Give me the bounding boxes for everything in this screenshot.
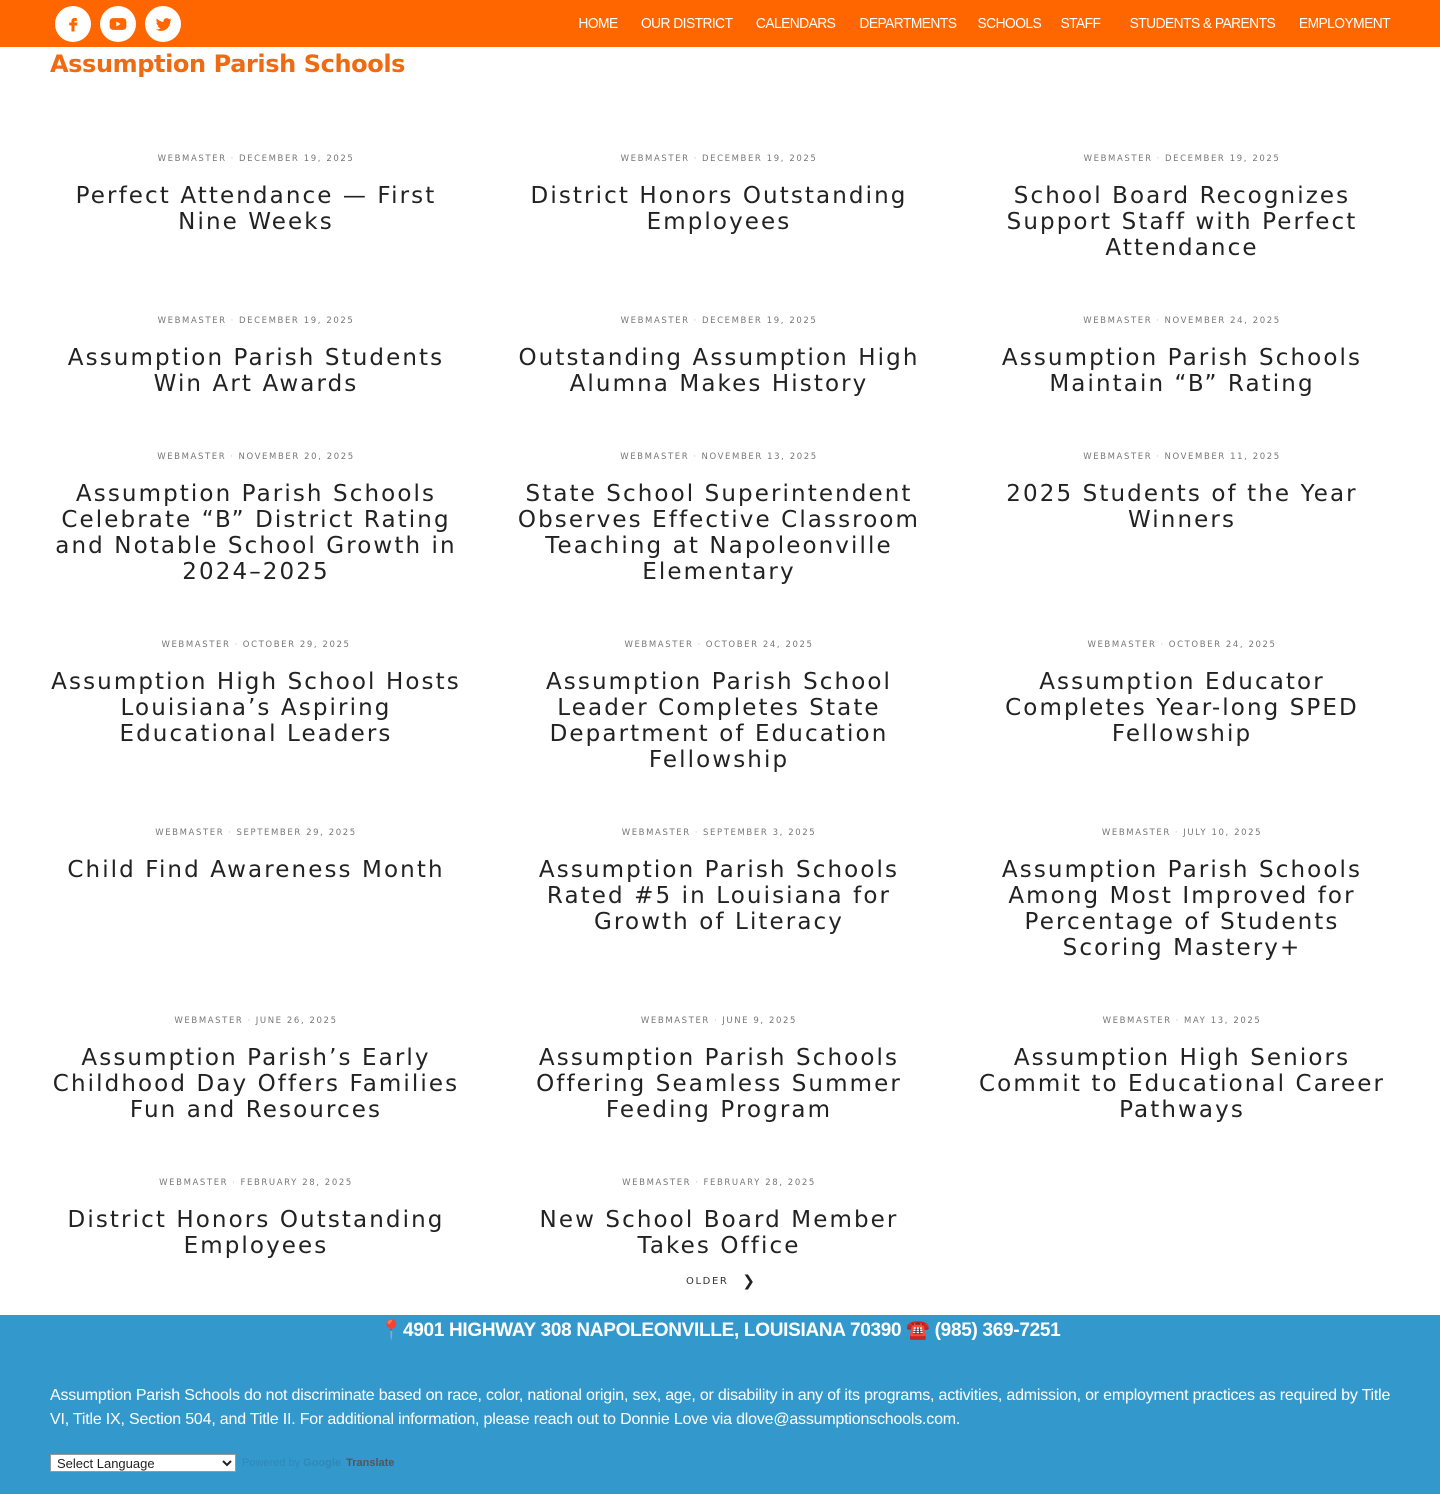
- post-title[interactable]: Outstanding Assumption High Alumna Makes History: [518, 345, 920, 397]
- post-author[interactable]: WEBMASTER: [1083, 452, 1153, 462]
- post-meta: WEBMASTER · DECEMBER 19, 2025: [620, 154, 818, 164]
- footer-address: 4901 HIGHWAY 308 NAPOLEONVILLE, LOUISIANA 70390: [402, 1320, 902, 1341]
- post-date[interactable]: DECEMBER 19, 2025: [701, 316, 818, 326]
- twitter-icon: [154, 15, 173, 34]
- post-author[interactable]: WEBMASTER: [1102, 1016, 1172, 1026]
- post-meta: WEBMASTER · JUNE 26, 2025: [174, 1016, 338, 1026]
- post-date[interactable]: DECEMBER 19, 2025: [701, 154, 818, 164]
- main-nav: [559, 0, 1390, 47]
- post-date[interactable]: FEBRUARY 28, 2025: [240, 1178, 353, 1188]
- post-card: [46, 316, 466, 397]
- post-date[interactable]: NOVEMBER 13, 2025: [701, 452, 818, 462]
- post-title[interactable]: District Honors Outstanding Employees: [530, 183, 908, 235]
- post-date[interactable]: DECEMBER 19, 2025: [238, 316, 355, 326]
- post-meta: WEBMASTER · OCTOBER 24, 2025: [1087, 640, 1277, 650]
- post-author[interactable]: WEBMASTER: [159, 1178, 229, 1188]
- post-card: [509, 640, 929, 773]
- post-author[interactable]: WEBMASTER: [1087, 640, 1157, 650]
- post-card: [972, 828, 1392, 961]
- post-title[interactable]: Assumption High School Hosts Louisiana’s Aspiring Educational Leaders: [51, 669, 461, 747]
- post-title[interactable]: District Honors Outstanding Employees: [67, 1207, 445, 1259]
- footer-phone[interactable]: (985) 369-7251: [934, 1320, 1061, 1341]
- post-author[interactable]: WEBMASTER: [1083, 154, 1153, 164]
- post-card: [972, 452, 1392, 533]
- twitter-link[interactable]: [145, 6, 181, 42]
- powered-by: [242, 1457, 394, 1469]
- post-title[interactable]: Assumption Parish Students Win Art Awards: [67, 345, 445, 397]
- post-card: [46, 452, 466, 585]
- post-meta: WEBMASTER · NOVEMBER 20, 2025: [157, 452, 355, 462]
- post-author[interactable]: WEBMASTER: [157, 154, 227, 164]
- post-author[interactable]: WEBMASTER: [174, 1016, 244, 1026]
- map-pin-icon: 📍: [379, 1320, 403, 1341]
- post-title[interactable]: School Board Recognizes Support Staff with Perfect Attendance: [1006, 183, 1358, 261]
- post-date[interactable]: SEPTEMBER 3, 2025: [703, 828, 817, 838]
- post-date[interactable]: NOVEMBER 20, 2025: [238, 452, 355, 462]
- youtube-icon: [108, 14, 128, 34]
- post-card: [46, 154, 466, 235]
- nav-staff[interactable]: STAFF: [1060, 15, 1101, 32]
- post-card: [972, 640, 1392, 747]
- post-card: [46, 828, 466, 883]
- post-card: [46, 640, 466, 747]
- post-meta: WEBMASTER · FEBRUARY 28, 2025: [159, 1178, 353, 1188]
- post-date[interactable]: JUNE 9, 2025: [722, 1016, 798, 1026]
- older-label: OLDER: [686, 1275, 729, 1287]
- nondiscrimination-notice: Assumption Parish Schools do not discriminate based on race, color, national origin, sex, age, or disability in any of its programs, activities, admission, or employment practices as required by Title VI, Title IX, Section 504, and Title II. For additional information, please reach out to Donnie Love via dlove@assumptionschools.com.: [50, 1387, 1391, 1428]
- post-date[interactable]: OCTOBER 24, 2025: [1168, 640, 1277, 650]
- translate-link[interactable]: Translate: [346, 1457, 395, 1469]
- post-author[interactable]: WEBMASTER: [622, 1178, 692, 1188]
- facebook-link[interactable]: [55, 6, 91, 42]
- nav-schools[interactable]: SCHOOLS: [977, 15, 1042, 32]
- footer-contact: [0, 1318, 1440, 1342]
- post-author[interactable]: WEBMASTER: [161, 640, 231, 650]
- post-date[interactable]: JUNE 26, 2025: [255, 1016, 338, 1026]
- post-title[interactable]: State School Superintendent Observes Effective Classroom Teaching at Napoleonville Elementary: [517, 481, 921, 585]
- post-title[interactable]: Assumption Parish Schools Rated #5 in Louisiana for Growth of Literacy: [538, 857, 900, 935]
- post-meta: WEBMASTER · MAY 13, 2025: [1102, 1016, 1262, 1026]
- post-card: [509, 1178, 929, 1259]
- facebook-icon: [64, 15, 82, 33]
- post-meta: WEBMASTER · SEPTEMBER 29, 2025: [155, 828, 357, 838]
- post-title[interactable]: Assumption Parish Schools Among Most Improved for Percentage of Students Scoring Mastery+: [1001, 857, 1363, 961]
- post-card: [46, 1178, 466, 1259]
- google-translate: [50, 1454, 394, 1472]
- post-date[interactable]: JULY 10, 2025: [1183, 828, 1263, 838]
- post-author[interactable]: WEBMASTER: [620, 452, 690, 462]
- post-date[interactable]: FEBRUARY 28, 2025: [703, 1178, 816, 1188]
- post-author[interactable]: WEBMASTER: [1101, 828, 1171, 838]
- post-meta: WEBMASTER · OCTOBER 24, 2025: [624, 640, 814, 650]
- phone-icon: ☎️: [906, 1320, 930, 1341]
- nav-our-district[interactable]: OUR DISTRICT: [641, 15, 733, 32]
- nav-employment[interactable]: EMPLOYMENT: [1298, 15, 1390, 32]
- social-links: [55, 6, 181, 42]
- post-author[interactable]: WEBMASTER: [621, 828, 691, 838]
- nav-departments[interactable]: DEPARTMENTS: [859, 15, 957, 32]
- chevron-right-icon: ❯: [742, 1272, 757, 1290]
- post-date[interactable]: OCTOBER 24, 2025: [705, 640, 814, 650]
- post-title[interactable]: Assumption Parish’s Early Childhood Day Offers Families Fun and Resources: [52, 1045, 460, 1123]
- post-meta: WEBMASTER · FEBRUARY 28, 2025: [622, 1178, 816, 1188]
- post-meta: WEBMASTER · DECEMBER 19, 2025: [620, 316, 818, 326]
- post-meta: WEBMASTER · DECEMBER 19, 2025: [157, 154, 355, 164]
- site-logo[interactable]: Assumption Parish Schools: [50, 50, 406, 78]
- post-card: [509, 316, 929, 397]
- post-author[interactable]: WEBMASTER: [620, 316, 690, 326]
- post-date[interactable]: SEPTEMBER 29, 2025: [236, 828, 357, 838]
- post-card: [46, 1016, 466, 1123]
- post-author[interactable]: WEBMASTER: [640, 1016, 710, 1026]
- post-card: [509, 452, 929, 585]
- post-meta: WEBMASTER · NOVEMBER 24, 2025: [1083, 316, 1281, 326]
- post-card: [972, 154, 1392, 261]
- powered-by-label: Powered by: [242, 1457, 301, 1469]
- post-title[interactable]: 2025 Students of the Year Winners: [1006, 481, 1358, 533]
- post-author[interactable]: WEBMASTER: [1083, 316, 1153, 326]
- post-card: [509, 1016, 929, 1123]
- post-meta: WEBMASTER · DECEMBER 19, 2025: [157, 316, 355, 326]
- youtube-link[interactable]: [100, 6, 136, 42]
- language-select[interactable]: [50, 1454, 236, 1472]
- post-card: [972, 316, 1392, 397]
- post-card: [972, 1016, 1392, 1123]
- post-date[interactable]: DECEMBER 19, 2025: [238, 154, 355, 164]
- post-meta: WEBMASTER · SEPTEMBER 3, 2025: [621, 828, 817, 838]
- post-author[interactable]: WEBMASTER: [157, 316, 227, 326]
- post-title[interactable]: Assumption Parish School Leader Completes State Department of Education Fellowship: [545, 669, 893, 773]
- post-title[interactable]: Assumption Educator Completes Year-long SPED Fellowship: [1005, 669, 1359, 747]
- nav-calendars[interactable]: CALENDARS: [755, 15, 835, 32]
- post-author[interactable]: WEBMASTER: [157, 452, 227, 462]
- post-date[interactable]: DECEMBER 19, 2025: [1164, 154, 1281, 164]
- google-logo: Google: [303, 1457, 342, 1469]
- post-card: [509, 828, 929, 935]
- post-title[interactable]: Child Find Awareness Month: [67, 857, 445, 883]
- post-author[interactable]: WEBMASTER: [624, 640, 694, 650]
- post-title[interactable]: Assumption Parish Schools Maintain “B” Rating: [1001, 345, 1363, 397]
- post-meta: WEBMASTER · OCTOBER 29, 2025: [161, 640, 351, 650]
- post-title[interactable]: Assumption High Seniors Commit to Educational Career Pathways: [978, 1045, 1386, 1123]
- post-meta: WEBMASTER · NOVEMBER 11, 2025: [1083, 452, 1281, 462]
- post-meta: WEBMASTER · JUNE 9, 2025: [640, 1016, 798, 1026]
- post-date[interactable]: OCTOBER 29, 2025: [242, 640, 351, 650]
- post-author[interactable]: WEBMASTER: [155, 828, 225, 838]
- post-meta: WEBMASTER · DECEMBER 19, 2025: [1083, 154, 1281, 164]
- post-title[interactable]: New School Board Member Takes Office: [539, 1207, 899, 1259]
- top-bar: [0, 0, 1440, 47]
- post-date[interactable]: MAY 13, 2025: [1183, 1016, 1262, 1026]
- post-author[interactable]: WEBMASTER: [620, 154, 690, 164]
- nav-home[interactable]: HOME: [577, 15, 618, 32]
- post-meta: WEBMASTER · JULY 10, 2025: [1101, 828, 1263, 838]
- nav-students-parents[interactable]: STUDENTS & PARENTS: [1129, 15, 1275, 32]
- post-card: [509, 154, 929, 235]
- post-title[interactable]: Perfect Attendance — First Nine Weeks: [75, 183, 437, 235]
- post-date[interactable]: NOVEMBER 11, 2025: [1164, 452, 1281, 462]
- post-title[interactable]: Assumption Parish Schools Offering Seamless Summer Feeding Program: [536, 1045, 902, 1123]
- post-date[interactable]: NOVEMBER 24, 2025: [1164, 316, 1281, 326]
- post-meta: WEBMASTER · NOVEMBER 13, 2025: [620, 452, 818, 462]
- older-posts-link[interactable]: [686, 1272, 757, 1290]
- post-title[interactable]: Assumption Parish Schools Celebrate “B” District Rating and Notable School Growth in 2024–2025: [55, 481, 457, 585]
